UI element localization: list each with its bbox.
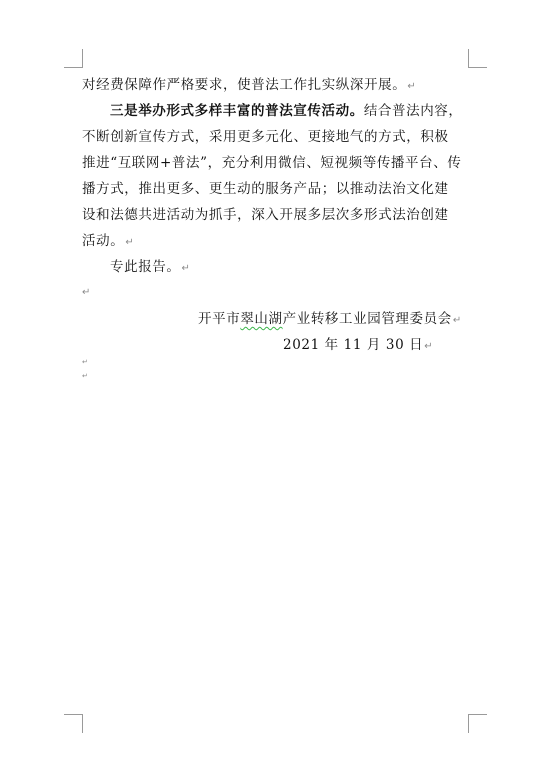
paragraph-mark-icon: ↵ <box>452 315 462 326</box>
spellcheck-underlined-text: 翠山湖 <box>240 311 283 327</box>
signature-date: 2021 年 11 月 30 日↵ <box>283 337 434 353</box>
paragraph-mark-icon: ↵ <box>407 81 417 92</box>
closing-line: 专此报告。↵ <box>110 259 191 275</box>
paragraph-mark-icon: ↵ <box>424 341 434 352</box>
body-line-4: 推进“互联网+普法”，充分利用微信、短视频等传播平台、传 <box>82 155 462 171</box>
body-line-2: 三是举办形式多样丰富的普法宣传活动。结合普法内容， <box>110 103 463 119</box>
paragraph-mark-icon: ↵ <box>82 372 88 380</box>
body-line-7: 活动。↵ <box>82 233 135 249</box>
signature-organization: 开平市翠山湖产业转移工业园管理委员会↵ <box>198 311 462 327</box>
crop-mark-top-right <box>468 49 487 68</box>
paragraph-mark-icon: ↵ <box>181 263 191 274</box>
body-line-6: 设和法德共进活动为抓手，深入开展多层次多形式法治创建 <box>82 207 449 223</box>
body-line-5: 播方式，推出更多、更生动的服务产品；以推动法治文化建 <box>82 181 449 197</box>
paragraph-mark-icon: ↵ <box>82 358 88 366</box>
body-line-1: 对经费保障作严格要求，使普法工作扎实纵深开展。↵ <box>82 77 417 93</box>
paragraph-mark-icon: ↵ <box>82 287 91 298</box>
section-heading: 三是举办形式多样丰富的普法宣传活动。 <box>110 103 364 119</box>
crop-mark-bottom-right <box>468 714 487 733</box>
crop-mark-bottom-left <box>64 714 83 733</box>
paragraph-mark-icon: ↵ <box>125 237 135 248</box>
crop-mark-top-left <box>64 49 83 68</box>
body-line-3: 不断创新宣传方式，采用更多元化、更接地气的方式，积极 <box>82 129 449 145</box>
